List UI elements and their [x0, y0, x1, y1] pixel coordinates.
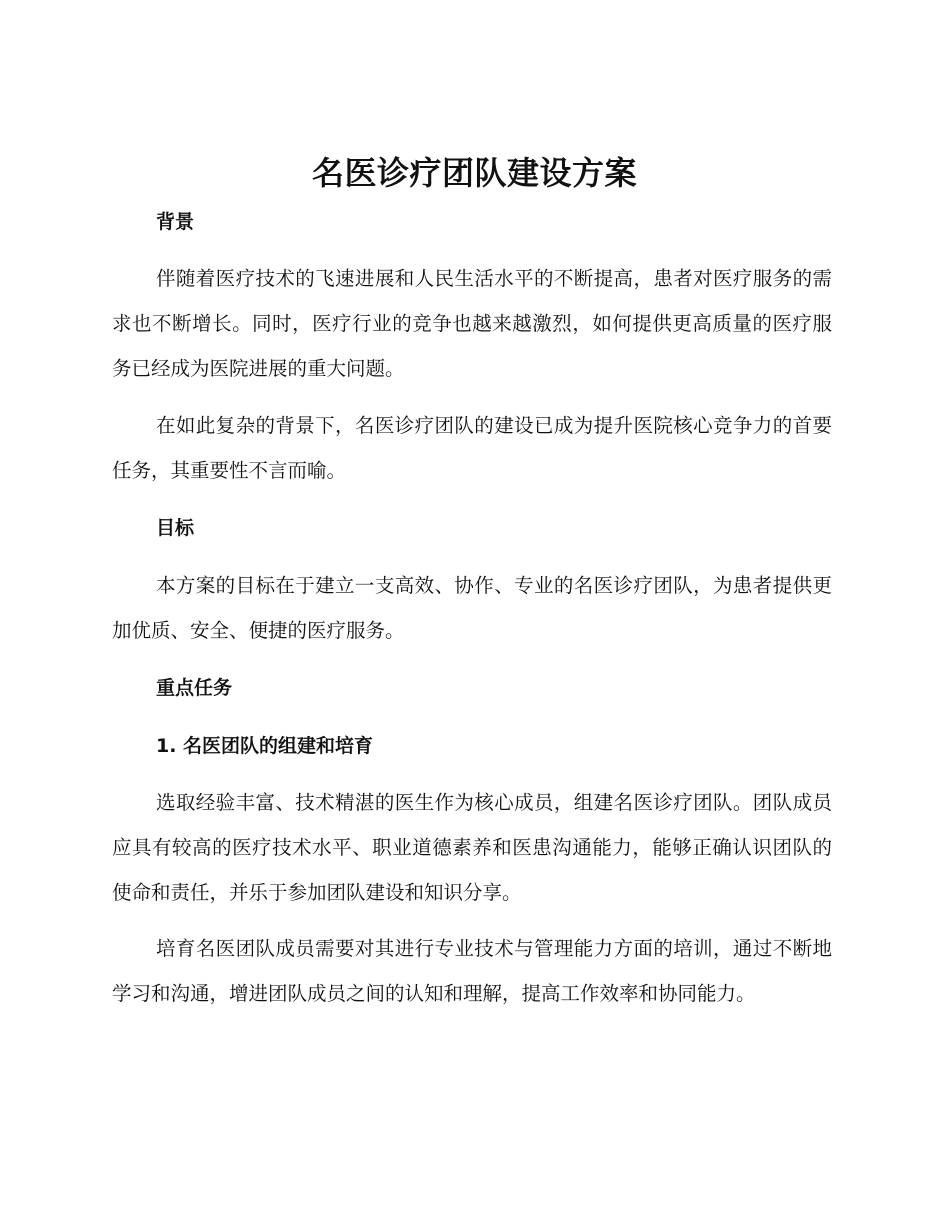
paragraph-background-1: 伴随着医疗技术的飞速进展和人民生活水平的不断提高，患者对医疗服务的需求也不断增长。同时，医疗行业的竞争也越来越激烈，如何提供更高质量的医疗服务已经成为医院进展的重大问题。 [112, 267, 832, 380]
page-title: 名医诊疗团队建设方案 [311, 154, 637, 192]
paragraph-key-tasks-1: 选取经验丰富、技术精湛的医生作为核心成员，组建名医诊疗团队。团队成员应具有较高的医疗技术水平、职业道德素养和医患沟通能力，能够正确认识团队的使命和责任，并乐于参加团队建设和知识分享。 [112, 791, 832, 904]
subsection-heading-team-building: 1. 名医团队的组建和培育 [156, 735, 374, 757]
paragraph-key-tasks-2: 培育名医团队成员需要对其进行专业技术与管理能力方面的培训，通过不断地学习和沟通，增进团队成员之间的认知和理解，提高工作效率和协同能力。 [112, 937, 832, 1005]
section-heading-background: 背景 [156, 211, 195, 233]
paragraph-goal-1: 本方案的目标在于建立一支高效、协作、专业的名医诊疗团队，为患者提供更加优质、安全、便捷的医疗服务。 [112, 574, 832, 642]
section-heading-goal: 目标 [156, 517, 195, 539]
section-heading-key-tasks: 重点任务 [156, 677, 233, 699]
paragraph-background-2: 在如此复杂的背景下，名医诊疗团队的建设已成为提升医院核心竞争力的首要任务，其重要性不言而喻。 [112, 414, 832, 482]
